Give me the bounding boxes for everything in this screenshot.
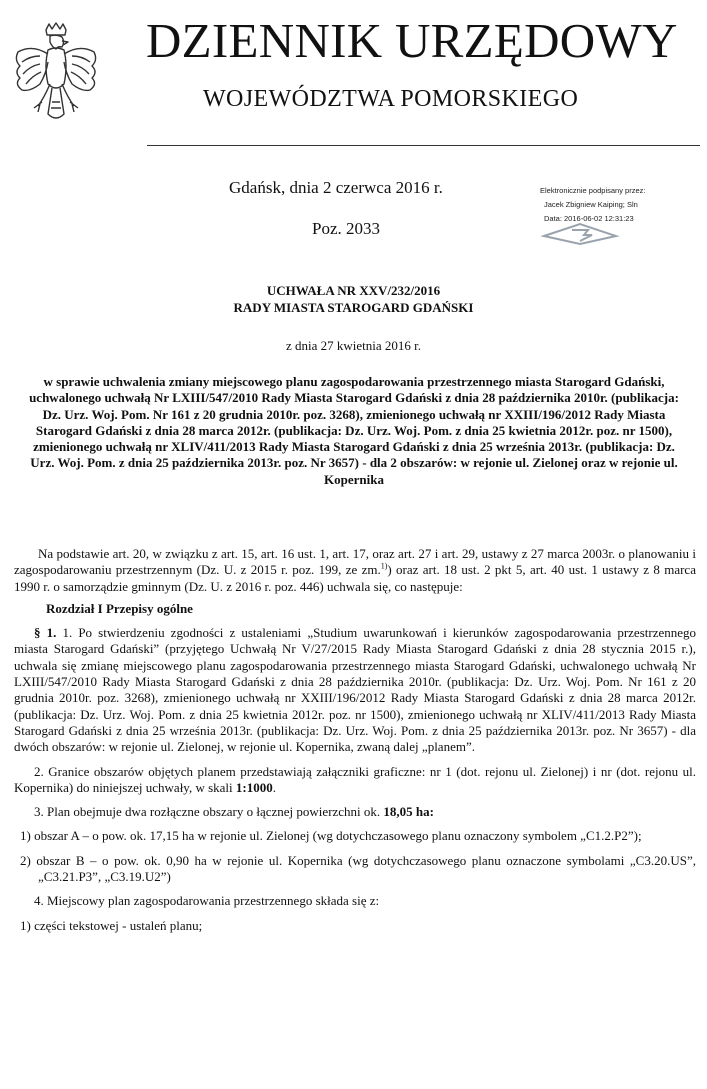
journal-subtitle: WOJEWÓDZTWA POMORSKIEGO	[203, 86, 579, 112]
resolution-number: UCHWAŁA NR XXV/232/2016	[266, 283, 441, 298]
map-scale: 1:1000	[235, 779, 273, 795]
document-body	[14, 546, 696, 934]
signature-line-1: Elektronicznie podpisany przez:	[540, 186, 646, 195]
section-mark: § 1.	[34, 625, 57, 641]
point-3	[14, 804, 696, 820]
footnote-ref: 1)	[380, 561, 388, 571]
resolution-subject: w sprawie uchwalenia zmiany miejscowego planu zagospodarowania przestrzennego miasta Starogard Gdański, uchwalonego uchwałą Nr LXIII/547/2010 Rady Miasta Starogard Gdański z dnia 28 października 2010r. (publikacja: Dz. Urz. Woj. Pom. Nr 161 z 20 grudnia 2010r. poz. 3268), zmienionego uchwałą nr XXIII/196/2012 Rady Miasta Starogard Gdański z dnia 28 marca 2012r. (publikacja: Dz. Urz. Woj. Pom. z dnia 25 kwietnia 2012r. poz. nr 1500), zmienionego uchwałą nr XLIV/411/2013 Rady Miasta Starogard Gdański z dnia 25 września 2013r. (publikacja: Dz. Urz. Woj. Pom. z dnia 25 października 2013r. poz. Nr 3657) - dla 2 obszarów: w rejonie ul. Zielonej oraz w rejonie ul. Kopernika	[29, 374, 679, 487]
issue-date: Gdańsk, dnia 2 czerwca 2016 r.	[229, 178, 443, 197]
list-item: 2) obszar B – o pow. ok. 0,90 ha w rejonie ul. Kopernika (wg dotychczasowego planu oznaczone symbolami „C3.20.US”, „C3.21.P3”, „C3.19.U2”)	[20, 852, 696, 885]
point-4: 4. Miejscowy plan zagospodarowania przestrzennego składa się z:	[34, 893, 380, 909]
list-item: 1) obszar A – o pow. ok. 17,15 ha w rejonie ul. Zielonej (wg dotychczasowego planu oznaczony symbolem „C1.2.P2”);	[20, 828, 642, 844]
position-number: Poz. 2033	[312, 219, 380, 238]
signature-stamp-icon	[540, 222, 620, 246]
point-2	[14, 764, 696, 797]
section-1	[14, 625, 696, 755]
point-2-end: .	[272, 779, 276, 795]
section-1-text: 1. Po stwierdzeniu zgodności z ustaleniami „Studium uwarunkowań i kierunków zagospodarowania przestrzennego miasta Starogard Gdański” (przyjętego Uchwałą Nr V/27/2015 Rady Miasta Starogard Gdański z dnia 28 stycznia 2015 r.), uchwala się zmianę miejscowego planu zagospodarowania przestrzennego miasta Starogard Gdański, uchwalonego uchwałą Nr LXIII/547/2010 Rady Miasta Starogard Gdański z dnia 28 października 2010r. (publikacja: Dz. Urz. Woj. Pom. Nr 161 z 20 grudnia 2010r. poz. 3268), zmienionego uchwałą nr XXIII/196/2012 Rady Miasta Starogard Gdański z dnia 28 marca 2012r. (publikacja: Dz. Urz. Woj. Pom. z dnia 25 kwietnia 2012r. poz. nr 1500), zmienionego uchwałą nr XLIV/411/2013 Rady Miasta Starogard Gdański z dnia 25 września 2013r. (publikacja: Dz. Urz. Woj. Pom. z dnia 25 października 2013r. poz. Nr 3657) - dla dwóch obszarów: w rejonie ul. Zielonej, w rejonie ul. Kopernika, zwaną dalej „planem”.	[14, 625, 697, 755]
preamble-part-2: ) oraz art. 18 ust. 2 pkt 5, art. 40 ust. 1 ustawy z 8 marca 1990 r. o samorządzie gminnym (Dz. U. z 2016 r. poz. 446) uchwala się, co następuje:	[14, 562, 696, 594]
list-item: 1) części tekstowej - ustaleń planu;	[20, 917, 203, 933]
total-area: 18,05 ha:	[383, 804, 434, 820]
polish-eagle-emblem	[10, 22, 102, 140]
electronic-signature	[540, 184, 700, 226]
point-3-text: 3. Plan obejmuje dwa rozłączne obszary o łącznej powierzchni ok.	[34, 804, 384, 820]
chapter-heading: Rozdział I Przepisy ogólne	[46, 600, 193, 616]
preamble-part-1: Na podstawie art. 20, w związku z art. 15, art. 16 ust. 1, art. 17, oraz art. 27 i art. 29, ustawy z 27 marca 2003r. o planowaniu i zagospodarowaniu przestrzennym (Dz. U. z 2015 r. poz. 199, ze zm.	[14, 546, 696, 578]
point-2-text: 2. Granice obszarów objętych planem przedstawiają załączniki graficzne: nr 1 (dot. rejonu ul. Zielonej) i nr (dot. rejonu ul. Kopernika) do niniejszej uchwały, w skali	[14, 763, 696, 795]
resolution-council: RADY MIASTA STAROGARD GDAŃSKI	[233, 300, 474, 315]
preamble	[14, 546, 696, 595]
signature-signer: Jacek Zbigniew Kaiping; Sln	[544, 200, 638, 209]
signature-date: Data: 2016-06-02 12:31:23	[544, 214, 634, 223]
resolution-title	[0, 282, 707, 316]
header-divider	[147, 145, 700, 146]
resolution-date: z dnia 27 kwietnia 2016 r.	[285, 338, 422, 353]
journal-title: DZIENNIK URZĘDOWY	[146, 13, 678, 68]
